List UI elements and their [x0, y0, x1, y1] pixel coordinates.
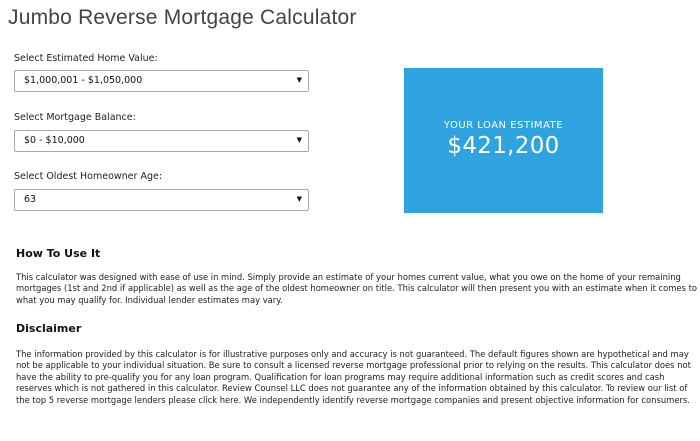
disclaimer-heading: Disclaimer — [16, 322, 82, 335]
how-to-text: This calculator was designed with ease of use in mind. Simply provide an estimate of your homes current value, what you owe on the home of your remaining mortgages (1st and 2nd if applicable) as well as the age of the oldest homeowner on title. This calculator will then present you with an estimate when it comes to what you may qualify for. Individual lender estimates may vary. — [16, 272, 698, 305]
homeowner-age-selected: 63 — [24, 194, 37, 205]
homeowner-age-select[interactable] — [14, 189, 309, 211]
homeowner-age-label: Select Oldest Homeowner Age: — [14, 171, 163, 182]
mortgage-balance-label: Select Mortgage Balance: — [14, 112, 136, 123]
disclaimer-text: The information provided by this calculator is for illustrative purposes only and accuracy is not guaranteed. The default figures shown are hypothetical and may not be applicable to your individual situation. Be sure to consult a licensed reverse mortgage professional prior to relying on the results. This calculator does not have the ability to pre-qualify you for any loan program. Qualification for loan programs may require additional information such as credit scores and cash reserves which is not gathered in this calculator. Review Counsel LLC does not guarantee any of the information obtained by this calculator. To review our list of the top 5 reverse mortgage lenders please click here. We independently identify reverse mortgage companies and present objective information for consumers. — [16, 349, 691, 405]
loan-estimate-panel — [404, 68, 603, 213]
home-value-selected: $1,000,001 - $1,050,000 — [24, 75, 143, 86]
chevron-down-icon: ▼ — [296, 76, 302, 84]
mortgage-balance-selected: $0 - $10,000 — [24, 135, 85, 146]
loan-estimate-label: YOUR LOAN ESTIMATE — [443, 120, 564, 131]
home-value-label: Select Estimated Home Value: — [14, 53, 158, 64]
loan-estimate-value: $421,200 — [447, 133, 560, 159]
page-title: Jumbo Reverse Mortgage Calculator — [8, 6, 357, 29]
chevron-down-icon: ▼ — [296, 195, 302, 203]
chevron-down-icon: ▼ — [296, 136, 302, 144]
mortgage-balance-select[interactable] — [14, 130, 309, 152]
how-to-heading: How To Use It — [16, 247, 101, 260]
home-value-select[interactable] — [14, 70, 309, 92]
